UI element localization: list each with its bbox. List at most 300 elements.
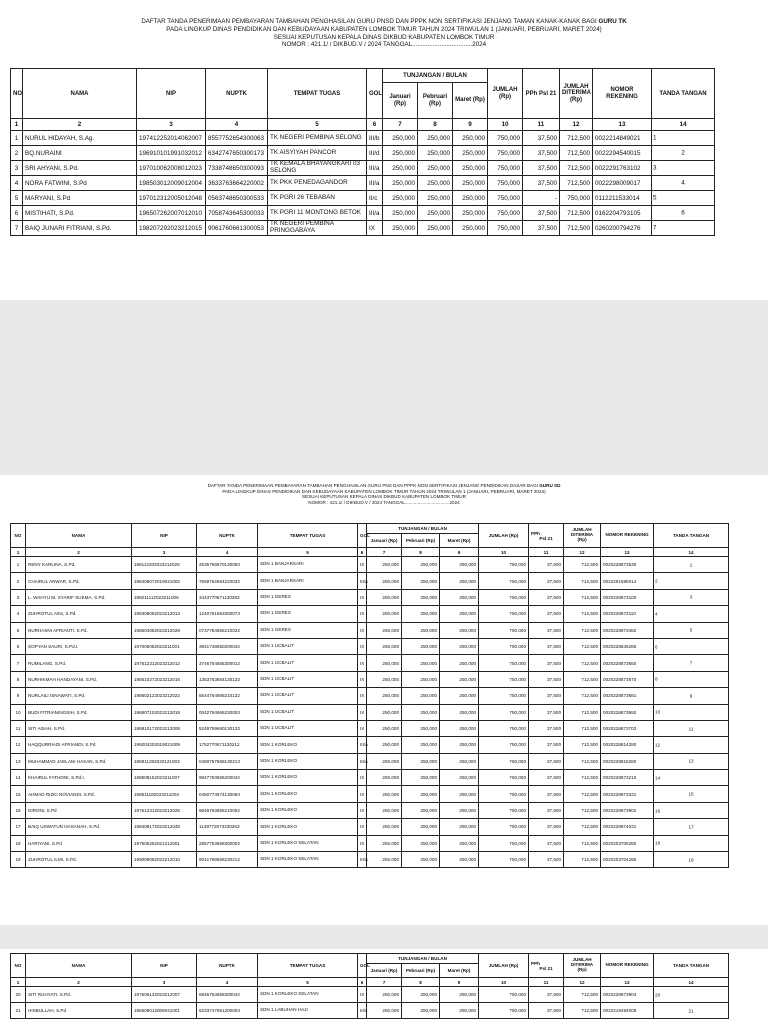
cell-nuptk: 3443770671130283	[197, 589, 258, 605]
cell-jan: 250,000	[367, 671, 402, 687]
cell-tempat: SDN 1 KORLEKO SELATAN	[258, 835, 358, 851]
cell-diterima: 712,500	[564, 557, 601, 573]
cell-tempat: SDN 1 KORLEKO	[258, 786, 358, 802]
cell-tempat: SDN 1 UCBALIT	[258, 671, 358, 687]
col-header-tunjangan: TUNJANGAN / BULAN	[367, 954, 479, 964]
cell-nuptk: 1149772673230263	[197, 819, 258, 835]
cell-rekening: 0022214849021	[593, 131, 652, 146]
cell-tempat: SDN 1 UCBALIT	[258, 704, 358, 720]
cell-no: 9	[11, 688, 26, 704]
cell-no: 4	[11, 606, 26, 622]
cell-gol: IX	[358, 688, 367, 704]
cell-rekening: 0020228846285	[601, 638, 654, 654]
signature-cell[interactable]	[654, 737, 729, 753]
cell-nip: 197006082023211001	[132, 638, 197, 654]
cell-nip: 197010062008012023	[137, 161, 206, 176]
cell-nama: L. WAHYU M. SYARIF SUKMA, S.Pd.	[26, 589, 132, 605]
cell-jan: 250,000	[383, 131, 418, 146]
cell-nama: NURHASNI AFRIANTI, S.Pd.	[26, 622, 132, 638]
cell-nuptk: 7058743645300033	[206, 206, 268, 221]
column-number: 11	[529, 548, 564, 557]
cell-diterima: 712,500	[564, 638, 601, 654]
column-number-row	[11, 548, 729, 557]
cell-jumlah: 750,000	[479, 704, 529, 720]
cell-tempat: TK PGRI 11 MONTONG BETOK	[268, 206, 367, 221]
cell-mar: 250,000	[440, 688, 479, 704]
cell-gol: IX	[358, 655, 367, 671]
cell-nama: DIRONI, S.Pd	[26, 802, 132, 818]
signature-cell[interactable]	[654, 589, 729, 605]
cell-nama: KHAIRUL FATHONI, S.Pd.I.	[26, 770, 132, 786]
col-header-pph: PPh Psl 21	[529, 524, 564, 548]
signature-number-left: 10	[655, 709, 661, 715]
column-number-row	[11, 119, 715, 131]
cell-no: 19	[11, 852, 26, 868]
col-header-no: NO	[11, 524, 26, 548]
cell-no: 2	[11, 573, 26, 589]
sd-payment-table-continued	[10, 953, 729, 1019]
column-number: 10	[479, 548, 529, 557]
cell-nuptk: 0042764665230003	[197, 704, 258, 720]
col-header-no: NO	[11, 69, 23, 119]
tk-table-body	[11, 119, 715, 236]
cell-diterima: 712,500	[564, 1003, 601, 1019]
cell-nip: 198308082023212013	[132, 606, 197, 622]
cell-rekening: 0020228873100	[601, 589, 654, 605]
column-number: 7	[383, 119, 418, 131]
table-row	[11, 802, 729, 818]
cell-jumlah: 750,000	[488, 206, 523, 221]
cell-gol: IX	[358, 638, 367, 654]
cell-feb: 250,000	[402, 655, 440, 671]
column-number: 13	[601, 548, 654, 557]
column-number: 2	[26, 978, 132, 987]
column-number: 1	[11, 119, 23, 131]
cell-diterima: 712,500	[564, 852, 601, 868]
col-header-gol: GOL	[358, 524, 367, 548]
col-header-jan: Januari (Rp)	[367, 534, 402, 548]
column-number: 8	[402, 548, 440, 557]
signature-number-center: 21	[688, 1008, 694, 1013]
table-row	[11, 720, 729, 736]
cell-feb: 250,000	[402, 770, 440, 786]
column-number: 1	[11, 548, 26, 557]
col-header-gol: GOL	[367, 69, 383, 119]
cell-jumlah: 750,000	[479, 606, 529, 622]
cell-jumlah: 750,000	[479, 573, 529, 589]
column-number: 6	[358, 978, 367, 987]
cell-nip: 198810172023212008	[132, 720, 197, 736]
signature-cell[interactable]	[652, 221, 715, 236]
cell-no: 7	[11, 655, 26, 671]
table-row	[11, 191, 715, 206]
cell-gol: IX	[358, 770, 367, 786]
cell-nuptk: 0450773674130083	[197, 786, 258, 802]
cell-nama: SITI AISAH, S.Pd.	[26, 720, 132, 736]
cell-jan: 250,000	[367, 573, 402, 589]
cell-nip: 199204202019021009	[132, 737, 197, 753]
cell-jumlah: 750,000	[479, 835, 529, 851]
column-number: 4	[197, 978, 258, 987]
cell-gol: IX	[358, 622, 367, 638]
cell-nuptk: 3633763664220002	[206, 176, 268, 191]
signature-cell[interactable]	[654, 802, 729, 818]
title-line-1: DAFTAR TANDA PENERIMAAN PEMBAYARAN TAMBAHAN PENGHASILAN GURU PNSD DAN PPPK NON SERTIFIKASI JENJANG TAMAN KANAK-KANAK BAGI GURU TK	[141, 18, 627, 25]
cell-feb: 250,000	[418, 191, 453, 206]
cell-no: 2	[11, 146, 23, 161]
cell-feb: 250,000	[402, 704, 440, 720]
cell-mar: 250,000	[440, 987, 479, 1003]
cell-pph: 37,500	[529, 802, 564, 818]
cell-feb: 250,000	[418, 161, 453, 176]
cell-no: 16	[11, 802, 26, 818]
cell-jan: 250,000	[383, 221, 418, 236]
cell-nuptk: 8557752654300063	[206, 131, 268, 146]
table-row	[11, 835, 729, 851]
signature-number-center: 1	[689, 562, 693, 568]
cell-nama: AHMAD RIZKI NOVIANDI, S.Pd.	[26, 786, 132, 802]
signature-cell[interactable]	[652, 131, 715, 146]
cell-jumlah: 750,000	[479, 786, 529, 802]
cell-tempat: TK NEGERI PEMBINA SELONG	[268, 131, 367, 146]
column-number: 13	[601, 978, 654, 987]
cell-gol: III/a	[367, 206, 383, 221]
signature-cell[interactable]	[652, 206, 715, 221]
column-number: 14	[654, 548, 729, 557]
col-header-nip: NIP	[132, 524, 197, 548]
cell-nuptk: 9041768668230212	[197, 852, 258, 868]
column-number: 3	[132, 548, 197, 557]
cell-pph: 37,500	[529, 835, 564, 851]
cell-diterima: 712,500	[564, 655, 601, 671]
table-row	[11, 622, 729, 638]
cell-jan: 250,000	[383, 161, 418, 176]
signature-cell[interactable]	[654, 688, 729, 704]
cell-mar: 250,000	[440, 671, 479, 687]
cell-nip: 196910101991032012	[137, 146, 206, 161]
cell-jumlah: 750,000	[479, 737, 529, 753]
cell-nuptk: 1353763664130133	[197, 671, 258, 687]
cell-diterima: 712,500	[564, 786, 601, 802]
column-number: 13	[593, 119, 652, 131]
cell-rekening: 0020228873904	[601, 987, 654, 1003]
cell-mar: 250,000	[440, 704, 479, 720]
cell-gol: III/d	[367, 146, 383, 161]
cell-gol: IX	[358, 835, 367, 851]
col-header-jumlah: JUMLAH (Rp)	[479, 954, 529, 978]
cell-no: 5	[11, 622, 26, 638]
table-row	[11, 131, 715, 146]
signature-number-left: 20	[655, 992, 661, 997]
column-number: 2	[23, 119, 137, 131]
cell-jan: 250,000	[383, 146, 418, 161]
cell-nuptk: 3746754655300012	[197, 655, 258, 671]
signature-cell[interactable]	[652, 191, 715, 206]
cell-nip: 198508152023211007	[132, 770, 197, 786]
tk-payment-table	[10, 68, 715, 236]
signature-cell[interactable]	[654, 720, 729, 736]
signature-cell[interactable]	[654, 622, 729, 638]
signature-cell[interactable]	[654, 573, 729, 589]
col-header-nuptk: NUPTK	[206, 69, 268, 119]
cell-diterima: 712,500	[564, 987, 601, 1003]
cell-jumlah: 750,000	[479, 720, 529, 736]
cell-diterima: 712,500	[564, 819, 601, 835]
col-header-mar: Maret (Rp)	[440, 964, 479, 978]
cell-feb: 250,000	[402, 589, 440, 605]
cell-mar: 250,000	[440, 606, 479, 622]
signature-cell[interactable]	[652, 161, 715, 176]
sd-payment-table	[10, 523, 729, 868]
table-row	[11, 770, 729, 786]
col-header-nuptk: NUPTK	[197, 524, 258, 548]
signature-cell[interactable]	[654, 987, 729, 1003]
col-header-pph: PPh Psl 21	[529, 954, 564, 978]
cell-jan: 250,000	[367, 819, 402, 835]
cell-tempat: TK PKK PENEDAGANDOR	[268, 176, 367, 191]
signature-number-left: 2	[655, 578, 658, 584]
col-header-mar: Maret (Rp)	[453, 83, 488, 119]
cell-pph: 37,500	[529, 1003, 564, 1019]
cell-feb: 250,000	[402, 1003, 440, 1019]
column-number: 8	[402, 978, 440, 987]
column-number: 3	[137, 119, 206, 131]
signature-cell[interactable]	[652, 146, 715, 161]
signature-cell[interactable]	[654, 1003, 729, 1019]
cell-nuptk: 5544764665210132	[197, 688, 258, 704]
cell-gol: III/b	[367, 131, 383, 146]
table-row	[11, 987, 729, 1003]
table-row	[11, 206, 715, 221]
column-number: 14	[652, 119, 715, 131]
signature-number-center: 2	[681, 149, 685, 157]
cell-jan: 250,000	[367, 786, 402, 802]
column-number: 10	[488, 119, 523, 131]
signature-cell[interactable]	[654, 655, 729, 671]
signature-cell[interactable]	[654, 852, 729, 868]
signature-number-left: 7	[653, 224, 657, 232]
signature-number-center: 7	[689, 660, 693, 666]
cell-no: 10	[11, 704, 26, 720]
table-row	[11, 589, 729, 605]
col-header-pph: PPh Psl 21	[523, 69, 560, 119]
cell-mar: 250,000	[453, 161, 488, 176]
title-line-3: SESUAI KEPUTUSAN KEPALA DINAS DIKBUD KABUPATEN LOMBOK TIMUR	[302, 494, 466, 500]
cell-jan: 250,000	[367, 770, 402, 786]
cell-gol: IX	[358, 802, 367, 818]
table-row	[11, 819, 729, 835]
cell-tempat: SDN 1 GERES	[258, 589, 358, 605]
cell-nama: ZUHROTUL ILMI, S.Pd.	[26, 852, 132, 868]
cell-rekening: 0162204793105	[593, 206, 652, 221]
cell-feb: 250,000	[402, 638, 440, 654]
cell-jumlah: 750,000	[488, 191, 523, 206]
cell-jan: 250,000	[383, 176, 418, 191]
cell-diterima: 712,500	[560, 131, 593, 146]
cell-pph: 37,500	[529, 987, 564, 1003]
cell-no: 17	[11, 819, 26, 835]
table-row	[11, 671, 729, 687]
cell-diterima: 712,500	[564, 704, 601, 720]
cell-diterima: 712,500	[560, 161, 593, 176]
cell-feb: 250,000	[402, 987, 440, 1003]
cell-rekening: 0112211533014	[593, 191, 652, 206]
cell-feb: 250,000	[402, 786, 440, 802]
col-header-ttd: TANDA TANGAN	[652, 69, 715, 119]
col-header-nip: NIP	[132, 954, 197, 978]
col-header-nama: NAMA	[26, 954, 132, 978]
cell-mar: 250,000	[440, 786, 479, 802]
cell-pph: 37,500	[523, 146, 560, 161]
cell-rekening: 0020228814280	[601, 737, 654, 753]
cell-jan: 250,000	[367, 1003, 402, 1019]
cell-rekening: 0022291595014	[601, 573, 654, 589]
cell-rekening: 0020228873681	[601, 688, 654, 704]
signature-number-center: 4	[681, 179, 685, 187]
cell-nuptk: 2535766670130083	[197, 557, 258, 573]
column-number-row	[11, 978, 729, 987]
cell-nama: NURHIKMAH HANDAYANI, S.Pd.	[26, 671, 132, 687]
signature-cell[interactable]	[654, 638, 729, 654]
signature-number-left: 4	[655, 611, 658, 617]
cell-mar: 250,000	[440, 835, 479, 851]
cell-pph: -	[523, 191, 560, 206]
cell-no: 7	[11, 221, 23, 236]
cell-nuptk: 5249759660130133	[197, 720, 258, 736]
signature-cell[interactable]	[654, 557, 729, 573]
cell-tempat: SDN 1 BANJARSARI	[258, 573, 358, 589]
col-header-jumlah: JUMLAH (Rp)	[488, 69, 523, 119]
cell-nip: 197506132023212007	[132, 987, 197, 1003]
col-header-feb: Pebruari (Rp)	[402, 534, 440, 548]
cell-pph: 37,500	[529, 573, 564, 589]
cell-jumlah: 750,000	[488, 131, 523, 146]
cell-gol: III/c	[358, 1003, 367, 1019]
cell-mar: 250,000	[453, 131, 488, 146]
signature-cell[interactable]	[654, 835, 729, 851]
cell-nip: 197512312023212025	[132, 802, 197, 818]
cell-nama: BAIQ USWATUN HASANAH, S.Pd.	[26, 819, 132, 835]
cell-no: 18	[11, 835, 26, 851]
signature-cell[interactable]	[652, 176, 715, 191]
signature-cell[interactable]	[654, 606, 729, 622]
cell-gol: IX	[358, 819, 367, 835]
cell-nip: 198112202023212028	[132, 557, 197, 573]
col-header-gol: GOL	[358, 954, 367, 978]
col-header-tempat: TEMPAT TUGAS	[258, 524, 358, 548]
table-row	[11, 753, 729, 769]
signature-cell[interactable]	[654, 753, 729, 769]
signature-cell[interactable]	[654, 671, 729, 687]
cell-nuptk: 7559762664220032	[197, 573, 258, 589]
cell-jan: 250,000	[367, 638, 402, 654]
column-number: 12	[560, 119, 593, 131]
cell-feb: 250,000	[402, 720, 440, 736]
cell-pph: 37,500	[529, 589, 564, 605]
signature-number-left: 6	[655, 644, 658, 650]
cell-jumlah: 750,000	[479, 753, 529, 769]
column-number: 9	[453, 119, 488, 131]
col-header-ttd: TANDA TANGAN	[654, 954, 729, 978]
cell-diterima: 712,500	[560, 206, 593, 221]
cell-nip: 196507262007012010	[137, 206, 206, 221]
signature-cell[interactable]	[654, 786, 729, 802]
col-header-diterima: JUMLAH DITERIMA (Rp)	[564, 954, 601, 978]
cell-gol: III/a	[358, 737, 367, 753]
cell-feb: 250,000	[418, 146, 453, 161]
cell-nip: 198604082023212028	[132, 622, 197, 638]
cell-jumlah: 750,000	[479, 589, 529, 605]
cell-mar: 250,000	[440, 622, 479, 638]
cell-pph: 37,500	[523, 176, 560, 191]
cell-pph: 37,500	[529, 720, 564, 736]
cell-rekening: 0020228873692	[601, 704, 654, 720]
signature-cell[interactable]	[654, 819, 729, 835]
cell-nuptk: 5945753658300042	[197, 987, 258, 1003]
cell-jumlah: 750,000	[488, 146, 523, 161]
cell-nip: 198409072019021002	[132, 573, 197, 589]
table-row	[11, 573, 729, 589]
cell-nama: MARYANI, S.Pd	[23, 191, 137, 206]
signature-number-left: 18	[655, 840, 661, 846]
cell-mar: 250,000	[440, 589, 479, 605]
cell-jan: 250,000	[367, 835, 402, 851]
cell-diterima: 712,500	[564, 720, 601, 736]
cell-mar: 250,000	[453, 191, 488, 206]
cell-pph: 37,500	[529, 852, 564, 868]
signature-cell[interactable]	[654, 770, 729, 786]
cell-mar: 250,000	[440, 638, 479, 654]
col-header-diterima: JUMLAH DITERIMA (Rp)	[564, 524, 601, 548]
col-header-nama: NAMA	[23, 69, 137, 119]
cell-no: 5	[11, 191, 23, 206]
cell-tempat: SDN 1 KORLEKO	[258, 753, 358, 769]
cell-jan: 250,000	[367, 655, 402, 671]
column-number: 9	[440, 548, 479, 557]
cell-nuptk: 9061760661300053	[206, 221, 268, 236]
cell-nama: BQ.NURAINI	[23, 146, 137, 161]
cell-nuptk: 1752770671130212	[197, 737, 258, 753]
cell-tempat: TK NEGERI PEMBINA PRINGGABAYA	[268, 221, 367, 236]
cell-mar: 250,000	[440, 655, 479, 671]
cell-jumlah: 750,000	[479, 622, 529, 638]
signature-cell[interactable]	[654, 704, 729, 720]
cell-no: 8	[11, 671, 26, 687]
cell-nip: 197012312005012048	[137, 191, 206, 206]
cell-mar: 250,000	[453, 206, 488, 221]
cell-pph: 37,500	[523, 206, 560, 221]
title-line-1: DAFTAR TANDA PENERIMAAN PEMBAYARAN TAMBAHAN PENGHASILAN GURU PNS DAN PPPK NON SERTIFIKASI JENJANG PENDIDIKAN DASAR BAGI GURU SD	[207, 483, 561, 488]
cell-jumlah: 750,000	[479, 770, 529, 786]
cell-pph: 37,500	[523, 131, 560, 146]
signature-number-center: 3	[689, 594, 693, 600]
cell-feb: 250,000	[402, 671, 440, 687]
document-page-3	[0, 949, 768, 1024]
cell-diterima: 712,500	[560, 221, 593, 236]
column-number: 5	[258, 548, 358, 557]
cell-nip: 196609012006041001	[132, 1003, 197, 1019]
cell-tempat: SDN 1 KORLEKO SELATAN	[258, 987, 358, 1003]
cell-nip: 197412252014062007	[137, 131, 206, 146]
cell-tempat: SDN 1 UCBALIT	[258, 720, 358, 736]
cell-no: 6	[11, 638, 26, 654]
cell-nuptk: 7338748650300093	[206, 161, 268, 176]
title-line-3: SESUAI KEPUTUSAN KEPALA DINAS DIKBUD KABUPATEN LOMBOK TIMUR	[273, 33, 495, 41]
cell-diterima: 712,500	[564, 573, 601, 589]
cell-pph: 37,500	[529, 655, 564, 671]
cell-nip: 198510272023212016	[132, 671, 197, 687]
cell-rekening: 0022294540015	[593, 146, 652, 161]
